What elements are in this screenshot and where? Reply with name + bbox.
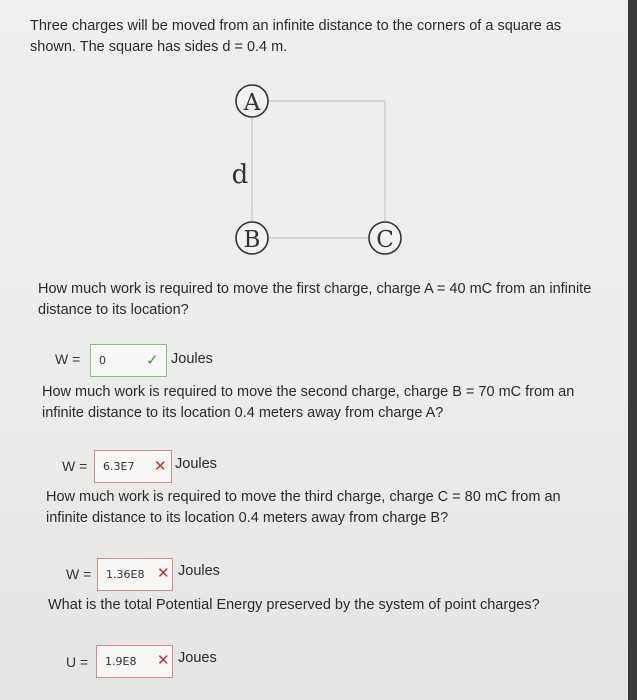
answer-1-label: W =	[55, 351, 81, 367]
square-diagram	[0, 0, 637, 280]
answer-2-value: 6.3E7	[103, 460, 135, 473]
charge-c-label: C	[376, 227, 394, 253]
side-length-label: d	[231, 160, 249, 190]
answer-1-value: 0	[99, 354, 106, 367]
answer-2-unit: Joules	[175, 456, 217, 472]
answer-3-label: W =	[66, 566, 92, 582]
page-edge-shadow	[628, 0, 637, 700]
cross-icon: ✕	[157, 652, 170, 669]
answer-4-unit: Joues	[178, 650, 217, 666]
cross-icon: ✕	[157, 565, 170, 582]
question-4-text: What is the total Potential Energy preserved by the system of point charges?	[48, 597, 540, 613]
answer-3-value: 1.36E8	[106, 568, 145, 581]
question-2-text: How much work is required to move the second charge, charge B = 70 mC from an infinite distance to its location 0.4 meters away from charge A?	[42, 384, 575, 421]
question-1-text: How much work is required to move the first charge, charge A = 40 mC from an infinite distance to its location?	[38, 281, 592, 318]
question-3-text: How much work is required to move the third charge, charge C = 80 mC from an infinite distance to its location 0.4 meters away from charge B?	[46, 489, 561, 526]
charge-b-label: B	[243, 227, 261, 253]
answer-4-value: 1.9E8	[105, 655, 137, 668]
answer-2-label: W =	[62, 458, 88, 474]
answer-4-label: U =	[66, 654, 89, 670]
answer-1-unit: Joules	[171, 351, 213, 367]
check-icon: ✓	[146, 352, 159, 369]
problem-intro: Three charges will be moved from an infinite distance to the corners of a square as shown. The square has sides d = 0.4 m.	[30, 18, 562, 55]
answer-3-unit: Joules	[178, 563, 220, 579]
charge-a-label: A	[243, 90, 261, 116]
cross-icon: ✕	[154, 458, 167, 475]
